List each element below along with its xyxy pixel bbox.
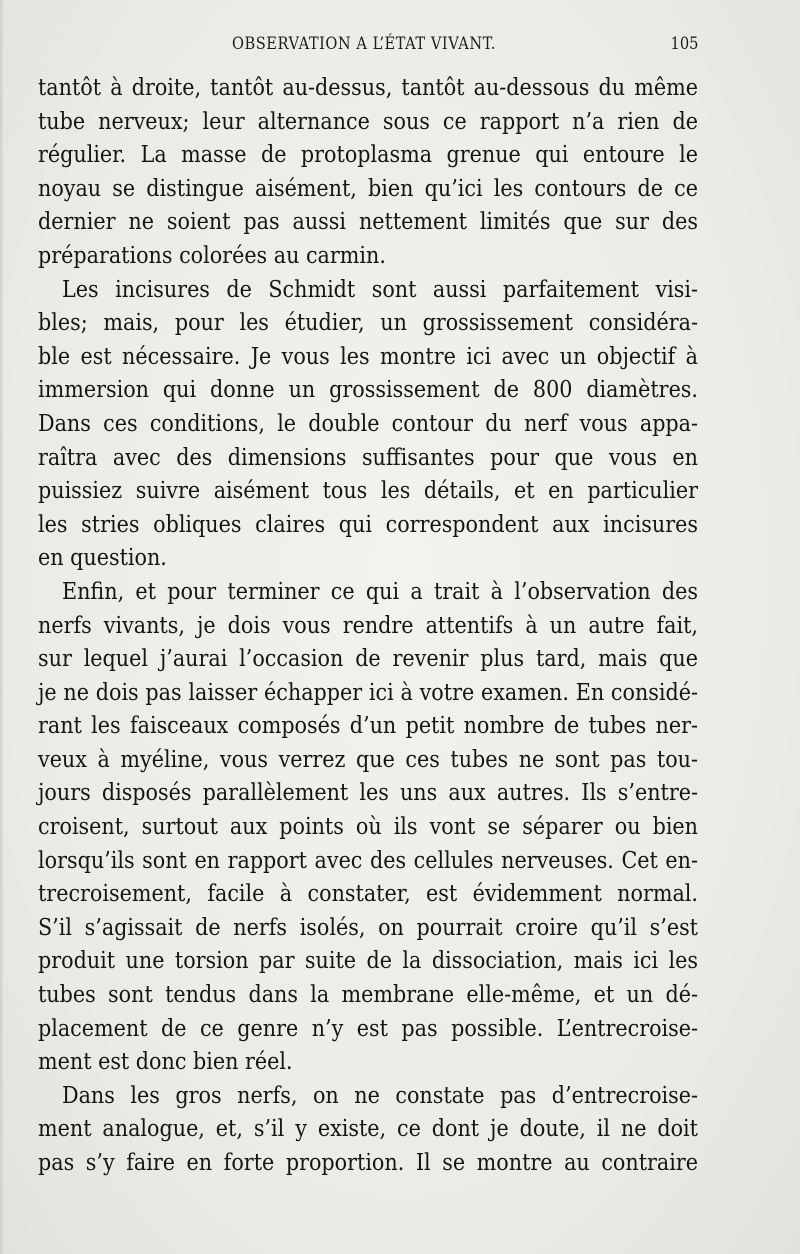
text-line: sur lequel j’aurai l’occasion de revenir plus tard, mais que xyxy=(38,646,698,673)
text-line-paragraph-start: Les incisures de Schmidt sont aussi parfaitement visi- xyxy=(62,276,698,303)
text-line: S’il s’agissait de nerfs isolés, on pourrait croire qu’il s’est xyxy=(38,914,698,941)
text-line: croisent, surtout aux points où ils vont se séparer ou bien xyxy=(38,814,698,841)
text-line: rant les faisceaux composés d’un petit nombre de tubes ner- xyxy=(38,713,698,740)
text-line: produit une torsion par suite de la dissociation, mais ici les xyxy=(38,948,698,975)
text-line: pas s’y faire en forte proportion. Il se montre au contraire xyxy=(38,1150,698,1176)
text-line: ble est nécessaire. Je vous les montre ici avec un objectif à xyxy=(38,343,698,370)
body-text xyxy=(38,72,698,1181)
page-number: 105 xyxy=(670,34,698,54)
text-line-paragraph-start: Dans les gros nerfs, on ne constate pas d’entrecroise- xyxy=(62,1082,698,1109)
text-line: dernier ne soient pas aussi nettement limités que sur des xyxy=(38,209,698,236)
text-line-paragraph-end: en question. xyxy=(38,545,167,572)
text-line: Dans ces conditions, le double contour du nerf vous appa- xyxy=(38,410,698,437)
text-line: noyau se distingue aisément, bien qu’ici les contours de ce xyxy=(38,175,698,202)
text-line-paragraph-end: ment est donc bien réel. xyxy=(38,1049,293,1076)
text-line: nerfs vivants, je dois vous rendre attentifs à un autre fait, xyxy=(38,612,698,639)
text-line: trecroisement, facile à constater, est évidemment normal. xyxy=(38,881,698,908)
text-line: bles; mais, pour les étudier, un grossissement considéra- xyxy=(38,310,698,337)
text-line: lorsqu’ils sont en rapport avec des cellules nerveuses. Cet en- xyxy=(38,847,698,874)
text-line: tubes sont tendus dans la membrane elle-même, et un dé- xyxy=(38,982,698,1009)
text-line: jours disposés parallèlement les uns aux autres. Ils s’entre- xyxy=(38,780,698,807)
text-line: veux à myéline, vous verrez que ces tubes ne sont pas tou- xyxy=(38,746,698,773)
running-head xyxy=(0,30,800,60)
text-line: les stries obliques claires qui correspondent aux incisures xyxy=(38,511,698,538)
scan-edge-shadow xyxy=(0,0,4,1254)
text-line: placement de ce genre n’y est pas possible. L’entrecroise- xyxy=(38,1015,698,1042)
text-line: raîtra avec des dimensions suffisantes pour que vous en xyxy=(38,444,698,471)
text-line: régulier. La masse de protoplasma grenue qui entoure le xyxy=(38,142,698,169)
text-line: je ne dois pas laisser échapper ici à votre examen. En considé- xyxy=(38,679,698,706)
text-line-paragraph-start: Enfin, et pour terminer ce qui a trait à l’observation des xyxy=(62,578,698,605)
text-line: ment analogue, et, s’il y existe, ce dont je doute, il ne doit xyxy=(38,1116,698,1143)
text-line: tube nerveux; leur alternance sous ce rapport n’a rien de xyxy=(38,108,698,135)
running-title: OBSERVATION A L’ÉTAT VIVANT. xyxy=(232,34,496,54)
text-line: puissiez suivre aisément tous les détails, et en particulier xyxy=(38,478,698,505)
text-line: tantôt à droite, tantôt au-dessus, tantôt au-dessous du même xyxy=(38,75,698,101)
text-line-paragraph-end: préparations colorées au carmin. xyxy=(38,242,386,269)
text-line: immersion qui donne un grossissement de 800 diamètres. xyxy=(38,377,698,404)
